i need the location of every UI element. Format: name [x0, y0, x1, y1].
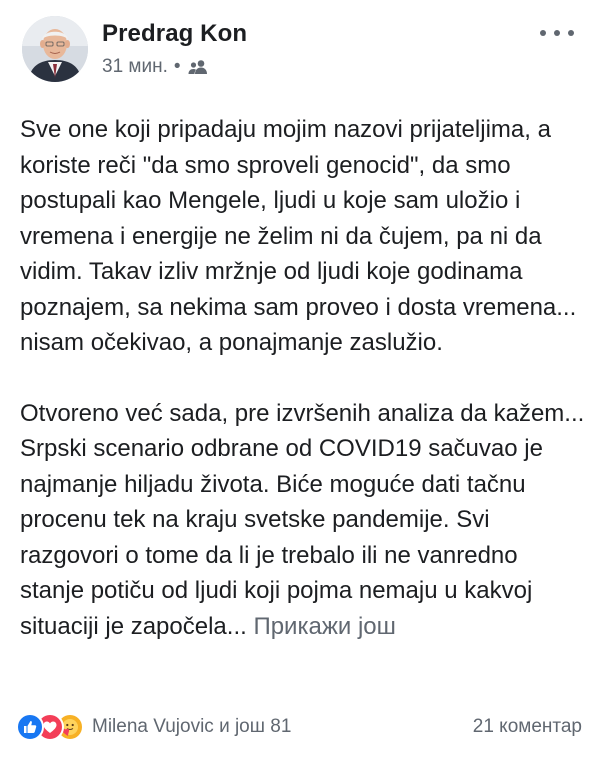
post-paragraph: Sve one koji pripadaju mojim nazovi prijateljima, a koriste reči "da smo sproveli genocid", da smo postupali kao Mengele, ljudi u koje sam uložio i vremena i energije ne želim ni da čujem, pa ni da vidim. Takav izliv mržnje od ljudi koje godinama poznajem, sa nekima sam proveo i dosta vremena... nisam očekivao, a ponajmanje zaslužio. [20, 116, 577, 356]
comments-count[interactable]: 21 коментар [472, 716, 582, 737]
post-footer [16, 710, 584, 746]
post-timestamp[interactable]: 31 мин. [102, 56, 168, 77]
more-options-button[interactable] [540, 26, 574, 40]
more-dot [568, 30, 574, 36]
meta-separator: • [173, 56, 181, 77]
author-name[interactable]: Predrag Kon [102, 20, 248, 47]
post-body [20, 112, 586, 644]
more-dot [554, 30, 560, 36]
friends-icon [187, 59, 209, 75]
avatar-image [22, 16, 88, 82]
reactions-text[interactable]: Milena Vujovic и још 81 [92, 716, 292, 737]
reactions-summary[interactable] [16, 712, 291, 742]
see-more-link[interactable]: Прикажи још [253, 612, 396, 640]
more-horizontal-icon [540, 30, 546, 36]
avatar[interactable] [22, 16, 88, 82]
like-icon [16, 713, 44, 741]
post-meta [102, 56, 209, 78]
post-paragraph-2 [20, 396, 586, 645]
post-paragraph-text: Otvoreno već sada, pre izvršenih analiza da kažem... Srpski scenario odbrane od COVID19 sačuvao je najmanje hiljadu života. Biće moguće dati tačnu procenu tek na kraju svetske pandemije. Svi razgovori o tome da li je trebalo ili ne vanredno stanje potiču od ljudi koji pojma nemaju u kakvoj situaciji je započela... [20, 399, 585, 640]
post-header [20, 14, 580, 88]
